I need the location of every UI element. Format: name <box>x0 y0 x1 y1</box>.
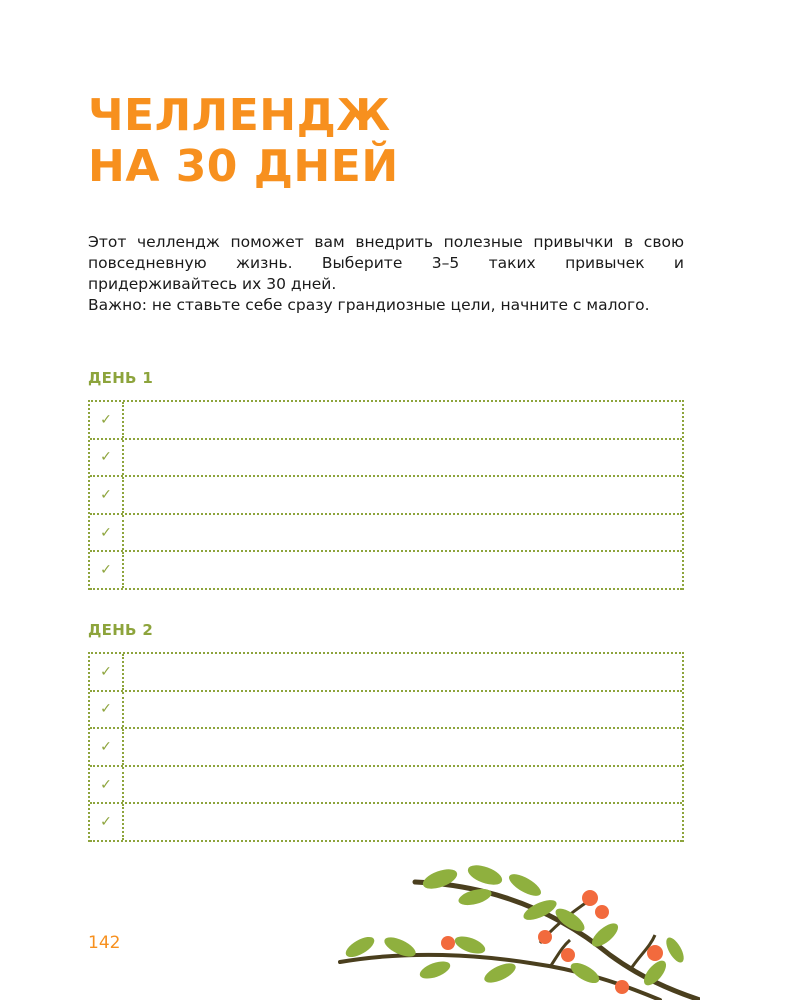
day-2-checklist <box>88 652 684 842</box>
checklist-row <box>90 515 682 553</box>
checkmark-icon[interactable]: ✓ <box>90 692 124 728</box>
page-title-line-1: ЧЕЛЛЕНДЖ <box>88 90 391 141</box>
habit-entry-field[interactable] <box>124 767 682 803</box>
checkmark-icon[interactable]: ✓ <box>90 477 124 513</box>
habit-entry-field[interactable] <box>124 402 682 438</box>
checkmark-icon[interactable]: ✓ <box>90 767 124 803</box>
checklist-row <box>90 654 682 692</box>
day-1-checklist <box>88 400 684 590</box>
checkmark-icon[interactable]: ✓ <box>90 729 124 765</box>
habit-entry-field[interactable] <box>124 552 682 588</box>
page-title <box>88 90 399 192</box>
checkmark-icon[interactable]: ✓ <box>90 804 124 840</box>
habit-entry-field[interactable] <box>124 729 682 765</box>
habit-entry-field[interactable] <box>124 654 682 690</box>
day-2-heading: ДЕНЬ 2 <box>88 621 154 639</box>
checkmark-icon[interactable]: ✓ <box>90 402 124 438</box>
checkmark-icon[interactable]: ✓ <box>90 515 124 551</box>
checklist-row <box>90 767 682 805</box>
checklist-row <box>90 804 682 842</box>
checklist-row <box>90 692 682 730</box>
checklist-row <box>90 552 682 590</box>
habit-entry-field[interactable] <box>124 692 682 728</box>
page-number: 142 <box>88 933 121 953</box>
checkmark-icon[interactable]: ✓ <box>90 552 124 588</box>
checklist-row <box>90 402 682 440</box>
day-1-heading: ДЕНЬ 1 <box>88 369 154 387</box>
branch-illustration <box>300 855 700 1000</box>
habit-entry-field[interactable] <box>124 804 682 840</box>
checkmark-icon[interactable]: ✓ <box>90 654 124 690</box>
checklist-row <box>90 477 682 515</box>
intro-paragraph-2: Важно: не ставьте себе сразу грандиозные цели, начните с малого. <box>88 296 650 314</box>
intro-text <box>88 232 684 316</box>
checkmark-icon[interactable]: ✓ <box>90 440 124 476</box>
habit-entry-field[interactable] <box>124 440 682 476</box>
checklist-row <box>90 729 682 767</box>
page-title-line-2: НА 30 ДНЕЙ <box>88 141 399 192</box>
intro-paragraph-1: Этот челлендж поможет вам внедрить полезные привычки в свою повседневную жизнь. Выберите 3–5 таких привычек и придерживайтесь их 30 дней. <box>88 233 684 293</box>
habit-entry-field[interactable] <box>124 515 682 551</box>
habit-entry-field[interactable] <box>124 477 682 513</box>
checklist-row <box>90 440 682 478</box>
